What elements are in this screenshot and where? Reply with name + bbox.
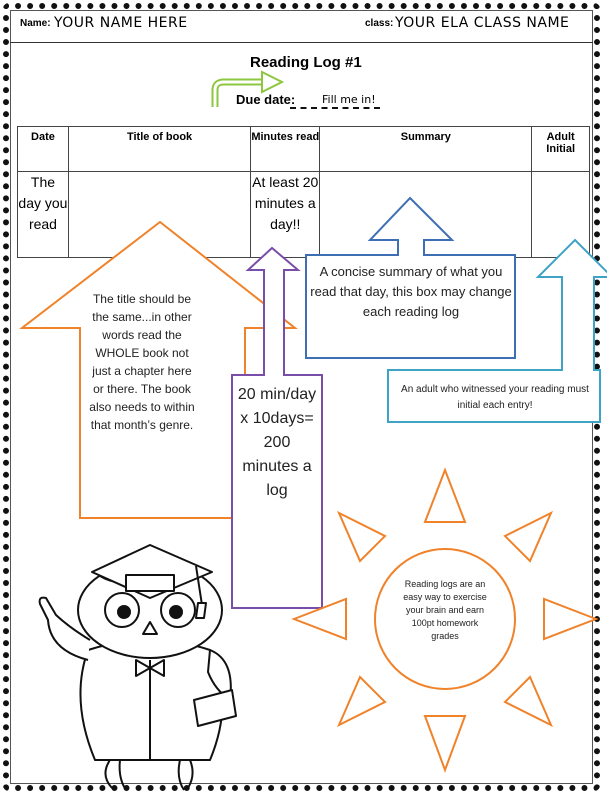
sun-callout: Reading logs are an easy way to exercise your brain and earn 100pt homework grades [403, 579, 487, 641]
summary-callout: A concise summary of what you read that day, this box may change each reading log [310, 264, 512, 319]
page-title: Reading Log #1 [250, 54, 362, 71]
column-header-adult-initial: Adult Initial [532, 127, 590, 172]
column-header-minutes: Minutes read [251, 127, 320, 172]
due-date-label: Due date: [236, 92, 296, 107]
owl-graduate-icon [40, 545, 236, 790]
minutes-cell-text: At least 20 minutes a day!! [252, 174, 319, 232]
column-header-date: Date [18, 127, 69, 172]
column-header-summary: Summary [320, 127, 532, 172]
name-value[interactable]: YOUR NAME HERE [54, 15, 188, 31]
column-header-title: Title of book [68, 127, 250, 172]
class-label: class: [365, 18, 394, 29]
due-date-value[interactable]: Fill me in! [322, 93, 376, 106]
class-value[interactable]: YOUR ELA CLASS NAME [395, 15, 570, 31]
minutes-callout: 20 min/day x 10days= 200 minutes a log [237, 386, 317, 499]
date-cell-text: The day you read [18, 174, 68, 232]
name-label: Name: [20, 18, 51, 29]
title-callout: The title should be the same...in other words read the WHOLE book not just a chapter here or there. The book also needs to within that month’s genre. [89, 292, 195, 432]
adult-callout: An adult who witnessed your reading must initial each entry! [401, 384, 589, 411]
